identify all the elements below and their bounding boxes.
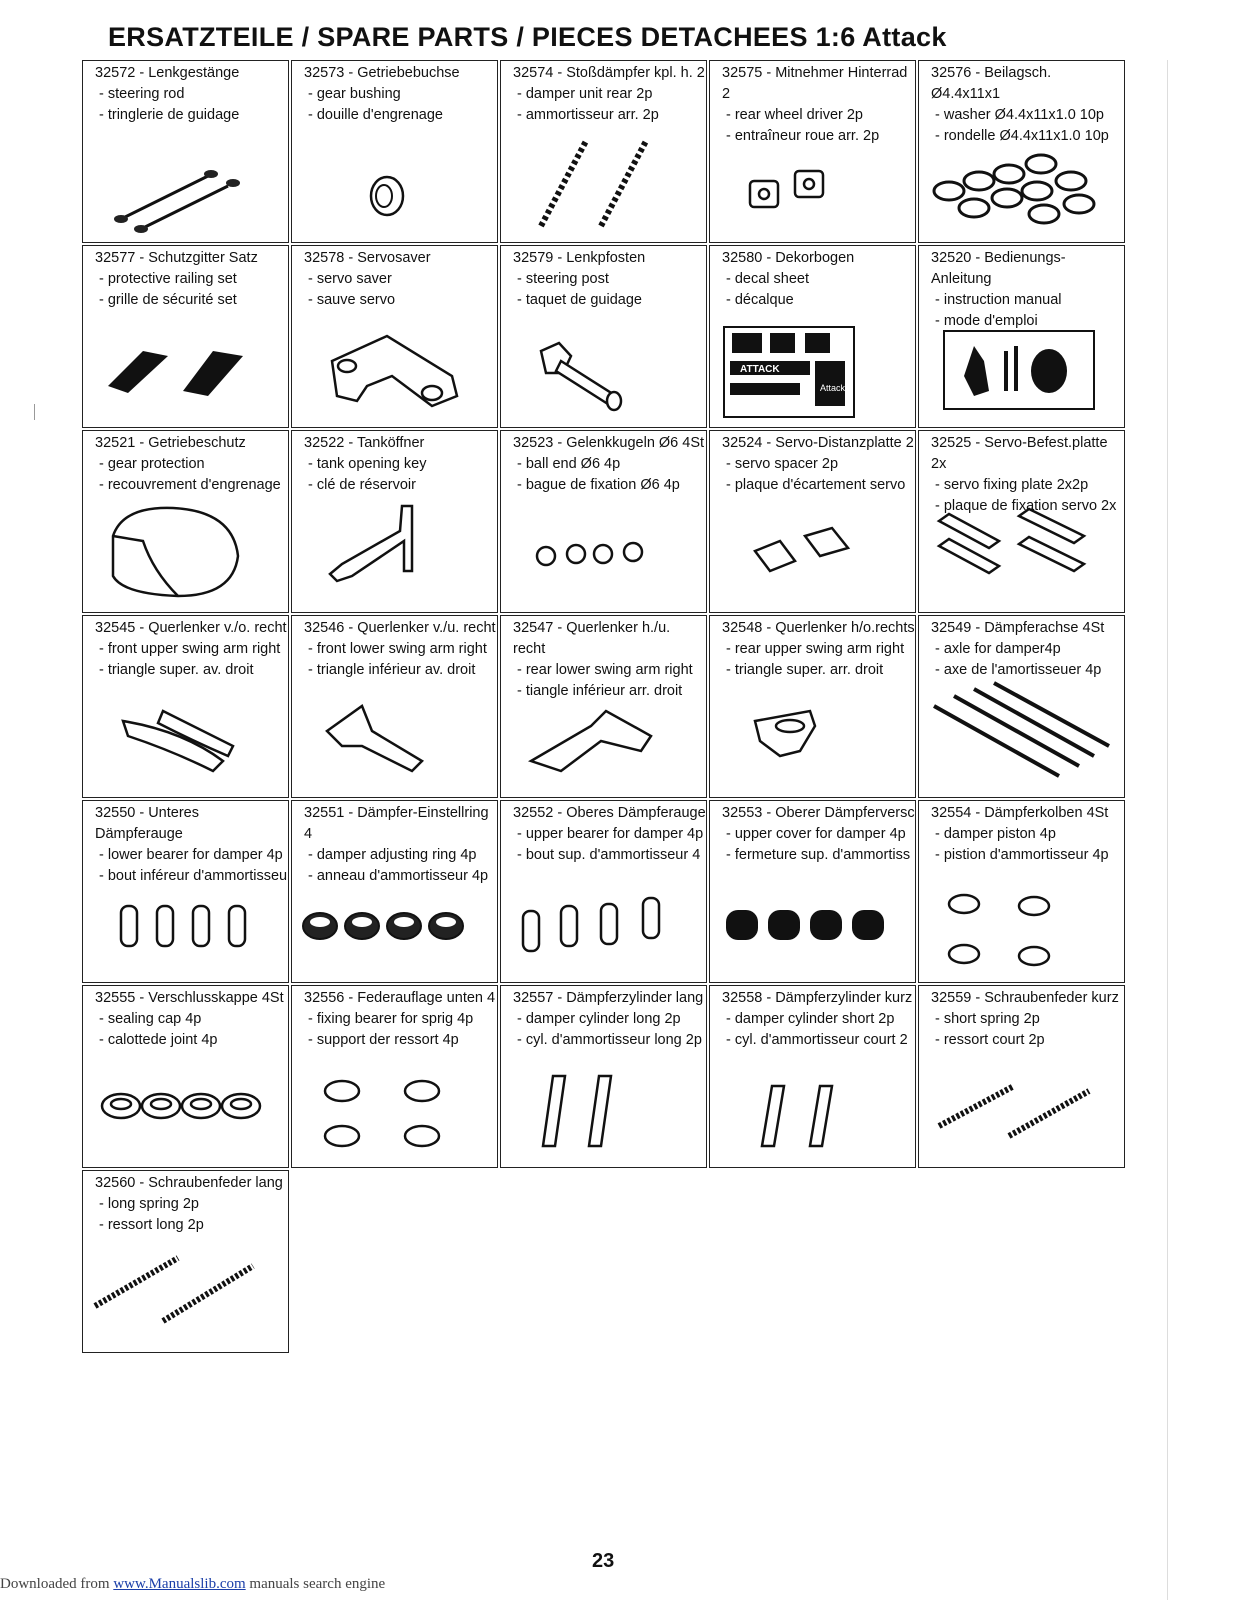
part-title: 32525 - Servo-Befest.platte 2x (931, 435, 1108, 472)
part-title: 32579 - Lenkpfosten (513, 250, 646, 266)
part-name-fr: - bout inféreur d'ammortisseu (99, 868, 288, 884)
part-title: 32573 - Getriebebuchse (304, 65, 460, 81)
part-name-en: - rear lower swing arm right (517, 662, 693, 678)
damper-cylinder-long-illustration (501, 1061, 706, 1161)
part-cell-32520 (918, 245, 1125, 428)
part-name-en: - lower bearer for damper 4p (99, 847, 283, 863)
part-cell-32580 (709, 245, 916, 428)
part-cell-32576 (918, 60, 1125, 243)
part-name-fr: - cyl. d'ammortisseur court 2 (726, 1032, 908, 1048)
part-cell-32551 (291, 800, 498, 983)
part-name-fr: - fermeture sup. d'ammortiss (726, 847, 911, 863)
part-title: 32553 - Oberer Dämpferversc (722, 805, 915, 821)
tank-opening-key-illustration (292, 496, 497, 606)
parts-row (82, 430, 1167, 615)
short-spring-illustration (919, 1061, 1124, 1161)
part-title: 32554 - Dämpferkolben 4St (931, 805, 1109, 821)
part-name-fr: - recouvrement d'engrenage (99, 477, 281, 493)
part-cell-32547 (500, 615, 707, 798)
page-title: ERSATZTEILE / SPARE PARTS / PIECES DETACHEES 1:6 Attack (108, 22, 947, 52)
part-name-fr: - pistion d'ammortisseur 4p (935, 847, 1109, 863)
part-cell-32525 (918, 430, 1125, 613)
part-name-fr: - rondelle Ø4.4x11x1.0 10p (935, 128, 1109, 144)
part-title: 32575 - Mitnehmer Hinterrad 2 (722, 65, 908, 102)
part-name-fr: - grille de sécurité set (99, 292, 237, 308)
part-name-fr: - triangle super. av. droit (99, 662, 254, 678)
part-title: 32555 - Verschlusskappe 4St (95, 990, 284, 1006)
part-name-en: - upper cover for damper 4p (726, 826, 906, 842)
part-cell-32552 (500, 800, 707, 983)
part-title: 32523 - Gelenkkugeln Ø6 4St (513, 435, 705, 451)
part-name-fr: - axe de l'amortisseuer 4p (935, 662, 1102, 678)
part-name-en: - ball end Ø6 4p (517, 456, 621, 472)
part-name-fr: - plaque de fixation servo 2x (935, 498, 1117, 514)
part-title: 32577 - Schutzgitter Satz (95, 250, 258, 266)
upper-bearer-illustration (501, 886, 706, 976)
part-name-en: - long spring 2p (99, 1196, 199, 1212)
spring-bearer-illustration (292, 1061, 497, 1161)
part-name-en: - instruction manual (935, 292, 1062, 308)
part-title: 32549 - Dämpferachse 4St (931, 620, 1105, 636)
part-cell-32560 (82, 1170, 289, 1353)
part-name-en: - steering post (517, 271, 609, 287)
part-name-fr: - support der ressort 4p (308, 1032, 459, 1048)
part-title: 32574 - Stoßdämpfer kpl. h. 2 (513, 65, 705, 81)
part-title: 32545 - Querlenker v./o. recht (95, 620, 287, 636)
part-name-en: - servo fixing plate 2x2p (935, 477, 1089, 493)
part-name-fr: - triangle inférieur av. droit (308, 662, 476, 678)
parts-row (82, 800, 1167, 985)
part-cell-32524 (709, 430, 916, 613)
part-name-fr: - plaque d'écartement servo (726, 477, 906, 493)
part-title: 32550 - Unteres Dämpferauge (95, 805, 199, 842)
front-upper-swing-arm-illustration (83, 691, 288, 791)
part-title: 32559 - Schraubenfeder kurz (931, 990, 1119, 1006)
part-name-fr: - cyl. d'ammortisseur long 2p (517, 1032, 702, 1048)
part-cell-32575 (709, 60, 916, 243)
part-cell-32579 (500, 245, 707, 428)
part-name-fr: - tiangle inférieur arr. droit (517, 683, 683, 699)
part-name-en: - damper adjusting ring 4p (308, 847, 477, 863)
part-title: 32524 - Servo-Distanzplatte 2 (722, 435, 914, 451)
parts-grid (82, 60, 1167, 1355)
part-title: 32522 - Tanköffner (304, 435, 425, 451)
part-name-en: - protective railing set (99, 271, 237, 287)
parts-row (82, 245, 1167, 430)
part-title: 32558 - Dämpferzylinder kurz (722, 990, 913, 1006)
upper-damper-cover-illustration (710, 886, 915, 976)
damper-adjusting-ring-illustration (292, 886, 497, 976)
part-name-en: - gear protection (99, 456, 205, 472)
part-name-en: - rear upper swing arm right (726, 641, 905, 657)
part-title: 32520 - Bedienungs-Anleitung (931, 250, 1066, 287)
part-name-en: - tank opening key (308, 456, 427, 472)
part-name-en: - decal sheet (726, 271, 810, 287)
part-name-en: - damper cylinder long 2p (517, 1011, 681, 1027)
part-title: 32551 - Dämpfer-Einstellring 4 (304, 805, 489, 842)
part-name-en: - steering rod (99, 86, 185, 102)
steering-post-illustration (501, 321, 706, 421)
part-title: 32560 - Schraubenfeder lang (95, 1175, 283, 1191)
manualslib-link[interactable]: www.Manualslib.com (113, 1576, 246, 1592)
parts-row (82, 615, 1167, 800)
part-name-fr: - clé de réservoir (308, 477, 416, 493)
damper-axle-illustration (919, 681, 1124, 791)
decal-text: Attack (820, 383, 846, 393)
part-name-en: - short spring 2p (935, 1011, 1040, 1027)
page-edge-line (1167, 60, 1168, 1600)
part-cell-32553 (709, 800, 916, 983)
part-cell-32578 (291, 245, 498, 428)
part-cell-32555 (82, 985, 289, 1168)
part-name-fr: - anneau d'ammortisseur 4p (308, 868, 489, 884)
part-name-fr: - ressort long 2p (99, 1217, 204, 1233)
page-number: 23 (592, 1550, 615, 1572)
front-lower-swing-arm-illustration (292, 691, 497, 791)
part-name-en: - washer Ø4.4x11x1.0 10p (935, 107, 1104, 123)
rear-upper-swing-arm-illustration (710, 691, 915, 791)
part-cell-32558 (709, 985, 916, 1168)
part-title: 32552 - Oberes Dämpferauge (513, 805, 706, 821)
part-cell-32577 (82, 245, 289, 428)
part-name-fr: - ressort court 2p (935, 1032, 1045, 1048)
part-name-en: - front lower swing arm right (308, 641, 487, 657)
part-title: 32556 - Federauflage unten 4 (304, 990, 496, 1006)
part-name-en: - upper bearer for damper 4p (517, 826, 704, 842)
part-title: 32578 - Servosaver (304, 250, 431, 266)
part-name-en: - damper cylinder short 2p (726, 1011, 895, 1027)
damper-unit-illustration (501, 126, 706, 236)
part-name-fr: - tringlerie de guidage (99, 107, 240, 123)
part-name-en: - axle for damper4p (935, 641, 1061, 657)
part-cell-32557 (500, 985, 707, 1168)
part-title: 32557 - Dämpferzylinder lang (513, 990, 704, 1006)
steering-rod-illustration (83, 136, 288, 236)
part-cell-32548 (709, 615, 916, 798)
part-title: 32548 - Querlenker h/o.rechts (722, 620, 915, 636)
part-name-fr: - douille d'engrenage (308, 107, 443, 123)
parts-row (82, 1170, 1167, 1355)
part-name-fr: - bout sup. d'ammortisseur 4 (517, 847, 701, 863)
part-name-en: - gear bushing (308, 86, 401, 102)
part-name-fr: - décalque (726, 292, 794, 308)
part-name-fr: - bague de fixation Ø6 4p (517, 477, 680, 493)
part-name-en: - sealing cap 4p (99, 1011, 202, 1027)
part-name-en: - damper piston 4p (935, 826, 1056, 842)
part-name-fr: - triangle super. arr. droit (726, 662, 884, 678)
part-cell-32546 (291, 615, 498, 798)
part-name-en: - rear wheel driver 2p (726, 107, 863, 123)
lower-bearer-illustration (83, 886, 288, 976)
part-cell-32549 (918, 615, 1125, 798)
part-cell-32559 (918, 985, 1125, 1168)
decal-text: ATTACK (740, 364, 780, 375)
part-cell-32545 (82, 615, 289, 798)
part-cell-32554 (918, 800, 1125, 983)
part-cell-32550 (82, 800, 289, 983)
servo-saver-illustration (292, 321, 497, 421)
part-name-fr: - calottede joint 4p (99, 1032, 218, 1048)
part-name-fr: - sauve servo (308, 292, 396, 308)
footer-prefix: Downloaded from (0, 1576, 114, 1592)
servo-fixing-plate-illustration (919, 496, 1124, 606)
parts-row (82, 60, 1167, 245)
part-cell-32523 (500, 430, 707, 613)
instruction-manual-illustration (919, 321, 1124, 421)
part-title: 32580 - Dekorbogen (722, 250, 855, 266)
part-cell-32521 (82, 430, 289, 613)
part-name-en: - fixing bearer for sprig 4p (308, 1011, 474, 1027)
damper-piston-illustration (919, 876, 1124, 976)
part-name-fr: - ammortisseur arr. 2p (517, 107, 659, 123)
part-name-fr: - taquet de guidage (517, 292, 642, 308)
damper-cylinder-short-illustration (710, 1061, 915, 1161)
part-title: 32546 - Querlenker v./u. recht (304, 620, 496, 636)
ball-end-illustration (501, 506, 706, 606)
part-title: 32547 - Querlenker h./u. recht (513, 620, 671, 657)
margin-mark (34, 404, 35, 420)
footer-suffix: manuals search engine (245, 1576, 386, 1592)
protective-railing-illustration (83, 331, 288, 421)
part-cell-32556 (291, 985, 498, 1168)
sealing-cap-illustration (83, 1071, 288, 1161)
part-title: 32572 - Lenkgestänge (95, 65, 240, 81)
washer-illustration (919, 136, 1124, 236)
part-name-en: - servo spacer 2p (726, 456, 839, 472)
part-title: 32576 - Beilagsch. Ø4.4x11x1 (931, 65, 1052, 102)
part-cell-32572 (82, 60, 289, 243)
servo-spacer-illustration (710, 506, 915, 606)
part-cell-32522 (291, 430, 498, 613)
parts-row (82, 985, 1167, 1170)
part-title: 32521 - Getriebeschutz (95, 435, 246, 451)
part-name-fr: - mode d'emploi (935, 313, 1038, 329)
part-name-en: - front upper swing arm right (99, 641, 281, 657)
part-cell-32573 (291, 60, 498, 243)
decal-sheet-illustration (710, 321, 915, 421)
rear-wheel-driver-illustration (710, 136, 915, 236)
part-name-fr: - entraîneur roue arr. 2p (726, 128, 880, 144)
part-name-en: - damper unit rear 2p (517, 86, 653, 102)
long-spring-illustration (83, 1246, 288, 1346)
gear-protection-illustration (83, 496, 288, 606)
rear-lower-swing-arm-illustration (501, 691, 706, 791)
download-footer (0, 1576, 385, 1593)
part-cell-32574 (500, 60, 707, 243)
part-name-en: - servo saver (308, 271, 392, 287)
gear-bushing-illustration (292, 136, 497, 236)
